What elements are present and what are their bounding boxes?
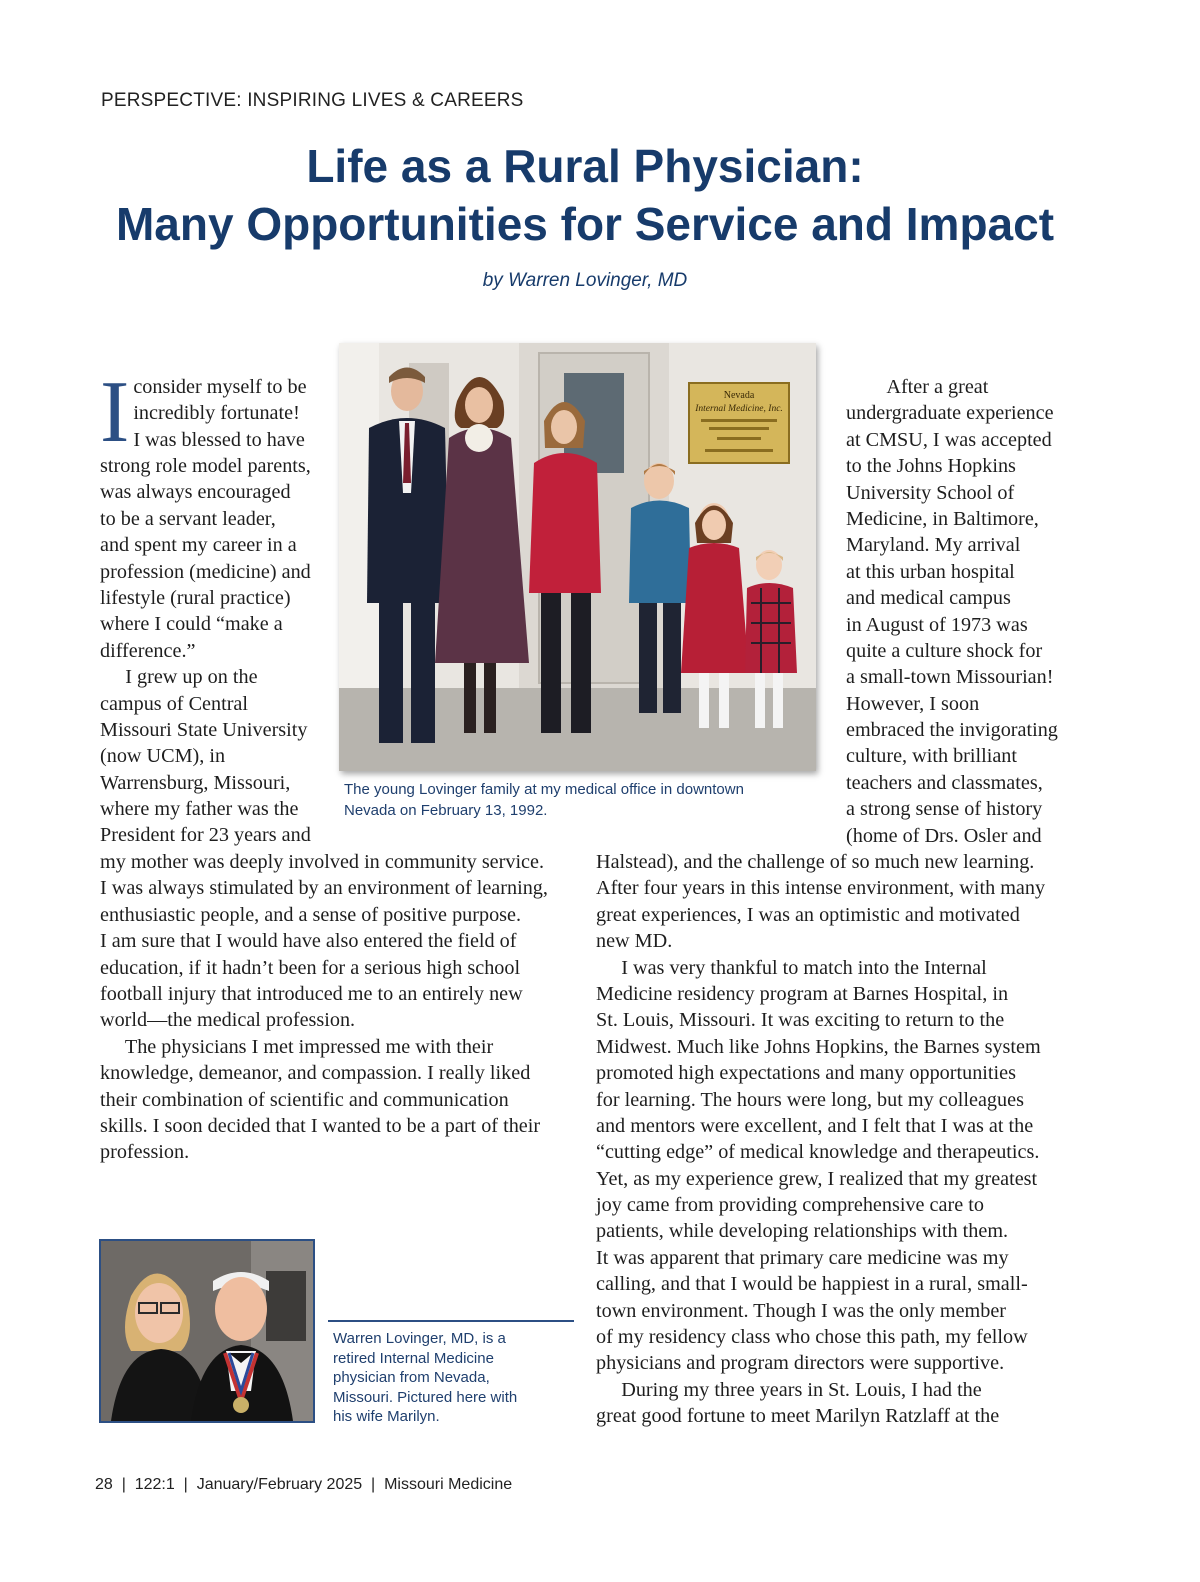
text-line: where my father was the: [100, 798, 299, 821]
text-line: culture, with brilliant: [846, 745, 1017, 768]
caption-rule: [328, 1320, 574, 1322]
text-line: Maryland. My arrival: [846, 534, 1021, 557]
sign-line1: Nevada: [723, 390, 755, 401]
article-title-line1: Life as a Rural Physician:: [306, 140, 864, 192]
text-line: President for 23 years and: [100, 824, 311, 847]
article-title-line2: Many Opportunities for Service and Impact: [115, 198, 1055, 250]
left-column-intro: [100, 364, 335, 461]
text-line: “cutting edge” of medical knowledge and therapeutics.: [596, 1141, 1040, 1164]
text-line: my mother was deeply involved in community service.: [100, 851, 545, 873]
text-line: and medical campus: [846, 587, 1011, 610]
text-line: teachers and classmates,: [846, 771, 1043, 794]
text-line: The physicians I met impressed me with their: [100, 1035, 494, 1058]
text-line: great good fortune to meet Marilyn Ratzlaff at the: [596, 1405, 1000, 1428]
text-line: enthusiastic people, and a sense of positive purpose.: [100, 903, 522, 926]
text-line: town environment. Though I was the only member: [596, 1299, 1007, 1322]
text-line: University School of: [846, 481, 1015, 504]
family-photo: [339, 343, 816, 771]
text-line: undergraduate experience: [846, 402, 1054, 425]
right-column-narrow: [846, 374, 1058, 849]
author-photo: [99, 1239, 315, 1423]
text-line: at this urban hospital: [846, 560, 1015, 583]
text-line: for learning. The hours were long, but my colleagues: [596, 1088, 1024, 1111]
left-column-narrow: [100, 453, 311, 849]
text-line: education, if it hadn’t been for a serious high school: [100, 956, 521, 979]
text-line: where I could “make a: [100, 613, 283, 636]
text-line: During my three years in St. Louis, I had the: [596, 1378, 982, 1401]
text-line: I was very thankful to match into the Internal: [596, 956, 987, 979]
author-photo-caption: [333, 1329, 573, 1427]
text-line: physicians and program directors were supportive.: [596, 1352, 1005, 1375]
sign-line2: Internal Medicine, Inc.: [695, 404, 783, 414]
byline: by Warren Lovinger, MD: [482, 270, 688, 291]
section-label: PERSPECTIVE: INSPIRING LIVES & CAREERS: [101, 90, 524, 111]
text-line: embraced the invigorating: [846, 719, 1058, 742]
text-line: promoted high expectations and many opportunities: [596, 1062, 1016, 1085]
caption-line: Nevada on February 13, 1992.: [344, 802, 548, 819]
author-photo-illustration: [101, 1241, 313, 1421]
caption-line: his wife Marilyn.: [333, 1408, 440, 1425]
text-line: I was blessed to have: [133, 428, 305, 451]
caption-line: physician from Nevada,: [333, 1369, 490, 1386]
right-column-wide: [596, 849, 1045, 1430]
text-line: a strong sense of history: [846, 798, 1043, 821]
drop-cap: I: [100, 364, 130, 461]
caption-line: Missouri. Pictured here with: [333, 1388, 518, 1406]
text-line: I grew up on the: [100, 666, 258, 689]
family-photo-illustration: [339, 343, 816, 771]
text-line: skills. I soon decided that I wanted to be a part of their: [100, 1114, 541, 1137]
text-line: football injury that introduced me to an entirely new: [100, 982, 523, 1005]
text-line: calling, and that I would be happiest in a rural, small-: [596, 1273, 1028, 1296]
text-line: patients, while developing relationships with them.: [596, 1220, 1009, 1243]
text-line: great experiences, I was an optimistic and motivated: [596, 903, 1020, 926]
text-line: and mentors were excellent, and I felt that I was at the: [596, 1114, 1034, 1137]
text-line: new MD.: [596, 930, 673, 953]
text-line: I was always stimulated by an environment of learning,: [100, 877, 548, 900]
text-line: Midwest. Much like Johns Hopkins, the Barnes system: [596, 1035, 1041, 1058]
caption-line: retired Internal Medicine: [333, 1349, 494, 1367]
text-line: Halstead), and the challenge of so much new learning.: [596, 851, 1035, 873]
caption-line: The young Lovinger family at my medical office in downtown: [344, 781, 744, 798]
text-line: profession (medicine) and: [100, 560, 311, 583]
text-line: I am sure that I would have also entered the field of: [100, 930, 517, 953]
text-line: Medicine, in Baltimore,: [846, 507, 1039, 530]
text-line: Yet, as my experience grew, I realized that my greatest: [596, 1167, 1038, 1190]
text-line: lifestyle (rural practice): [100, 586, 291, 609]
text-line: It was apparent that primary care medicine was my: [596, 1246, 1009, 1269]
text-line: at CMSU, I was accepted: [846, 428, 1052, 451]
text-line: world—the medical profession.: [100, 1009, 356, 1032]
text-line: However, I soon: [846, 692, 980, 715]
left-column-wide: [100, 849, 548, 1166]
text-line: and spent my career in a: [100, 534, 297, 557]
text-line: consider myself to be: [133, 376, 307, 398]
text-line: quite a culture shock for: [846, 639, 1043, 662]
text-line: knowledge, demeanor, and compassion. I really liked: [100, 1062, 531, 1085]
text-line: their combination of scientific and communication: [100, 1088, 509, 1111]
text-line: strong role model parents,: [100, 455, 311, 477]
caption-line: Warren Lovinger, MD, is a: [333, 1330, 506, 1347]
text-line: of my residency class who chose this path, my fellow: [596, 1326, 1028, 1349]
text-line: After four years in this intense environment, with many: [596, 877, 1046, 900]
text-line: campus of Central: [100, 692, 248, 715]
text-line: a small-town Missourian!: [846, 666, 1054, 689]
text-line: profession.: [100, 1141, 190, 1164]
text-line: joy came from providing comprehensive care to: [596, 1194, 984, 1217]
text-line: in August of 1973 was: [846, 613, 1028, 636]
text-line: Warrensburg, Missouri,: [100, 771, 291, 794]
text-line: (now UCM), in: [100, 745, 226, 768]
family-photo-caption: [344, 779, 804, 821]
text-line: to be a servant leader,: [100, 507, 276, 530]
text-line: was always encouraged: [100, 481, 291, 504]
text-line: Missouri State University: [100, 718, 308, 741]
text-line: incredibly fortunate!: [133, 402, 300, 425]
text-line: (home of Drs. Osler and: [846, 824, 1042, 847]
text-line: Medicine residency program at Barnes Hospital, in: [596, 982, 1009, 1005]
text-line: St. Louis, Missouri. It was exciting to return to the: [596, 1009, 1005, 1032]
text-line: to the Johns Hopkins: [846, 455, 1016, 478]
page-footer: 28 | 122:1 | January/February 2025 | Missouri Medicine: [95, 1476, 513, 1493]
text-line: After a great: [846, 376, 989, 398]
text-line: difference.”: [100, 639, 196, 662]
